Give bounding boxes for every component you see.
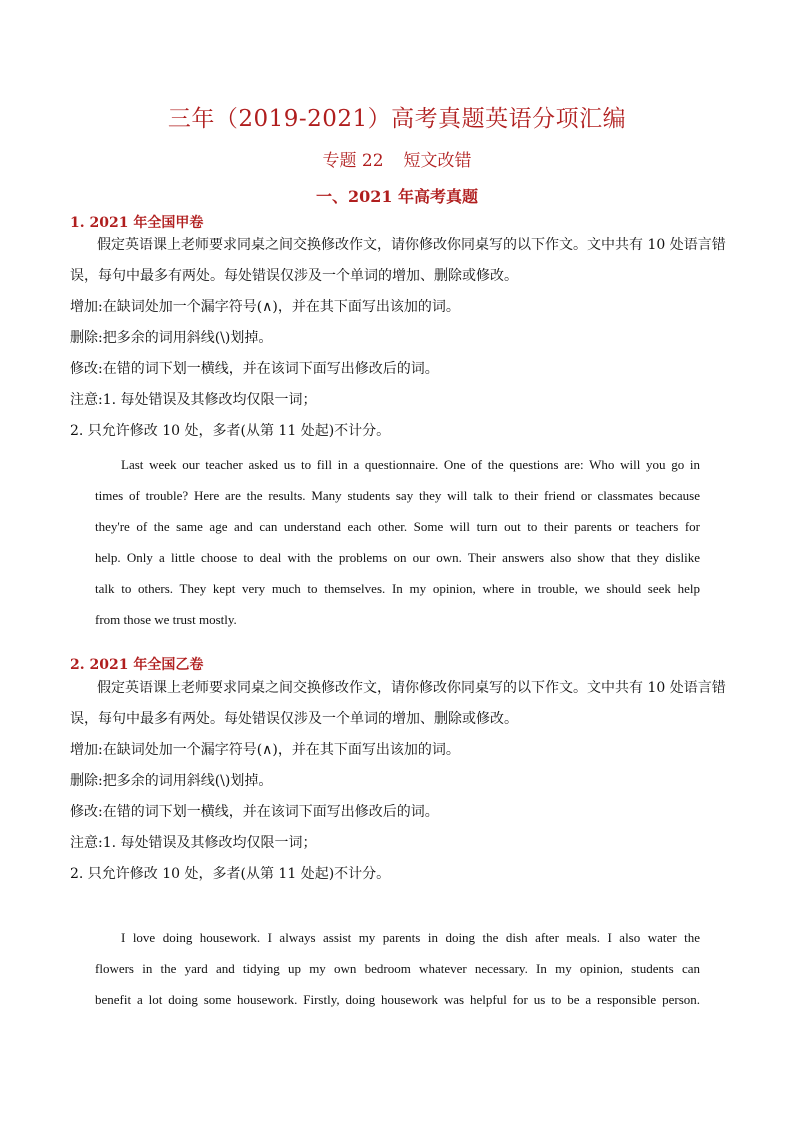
question-2-note-1: 注意:1. 每处错误及其修改均仅限一词； <box>70 835 317 851</box>
topic-heading <box>0 146 794 171</box>
document-title: 三年（2019-2021）高考真题英语分项汇编 <box>167 106 627 132</box>
question-1-title: 1. 2021 年全国甲卷 <box>70 215 204 231</box>
question-1-passage-line: help. Only a little choose to deal with the problems on our own. Their answers also show that they dislike <box>95 550 700 565</box>
question-1-passage-line: talk to others. They kept very much to themselves. In my opinion, where in trouble, we should seek help <box>95 581 700 596</box>
question-1-add-rule: 增加:在缺词处加一个漏字符号(∧)，并在其下面写出该加的词。 <box>70 299 460 315</box>
question-1-note-2: 2. 只允许修改 10 处，多者(从第 11 处起)不计分。 <box>70 423 391 439</box>
question-1-note-1: 注意:1. 每处错误及其修改均仅限一词； <box>70 392 317 408</box>
section-heading: 一、2021 年高考真题 <box>315 187 479 206</box>
question-1-passage-line: from those we trust mostly. <box>95 612 237 627</box>
question-2-modify-rule: 修改:在错的词下划一横线，并在该词下面写出修改后的词。 <box>70 804 439 820</box>
question-2-instruction-line2: 误，每句中最多有两处。每处错误仅涉及一个单词的增加、删除或修改。 <box>70 711 518 727</box>
question-2-note-2: 2. 只允许修改 10 处，多者(从第 11 处起)不计分。 <box>70 866 391 882</box>
question-2-add-rule: 增加:在缺词处加一个漏字符号(∧)，并在其下面写出该加的词。 <box>70 742 460 758</box>
question-1-passage-line: they're of the same age and can understand each other. Some will turn out to their parents or teachers for <box>95 519 700 534</box>
question-1-delete-rule: 删除:把多余的词用斜线(\)划掉。 <box>70 330 273 346</box>
question-2-title: 2. 2021 年全国乙卷 <box>70 657 204 673</box>
question-1-passage-line: Last week our teacher asked us to fill in a questionnaire. One of the questions are: Who will you go in <box>121 457 700 472</box>
topic-number: 专题 22 <box>322 151 384 171</box>
question-2-passage-line: I love doing housework. I always assist my parents in doing the dish after meals. I also water the <box>121 930 700 945</box>
question-2-delete-rule: 删除:把多余的词用斜线(\)划掉。 <box>70 773 273 789</box>
question-2-passage-line: benefit a lot doing some housework. Firstly, doing housework was helpful for us to be a responsible person. <box>95 992 700 1007</box>
question-1-instruction-line1: 假定英语课上老师要求同桌之间交换修改作文，请你修改你同桌写的以下作文。文中共有 10 处语言错 <box>97 237 726 253</box>
question-1-passage-line: times of trouble? Here are the results. Many students say they will talk to their friend or classmates because <box>95 488 700 503</box>
question-1-instruction-line2: 误，每句中最多有两处。每处错误仅涉及一个单词的增加、删除或修改。 <box>70 268 518 284</box>
question-1-modify-rule: 修改:在错的词下划一横线，并在该词下面写出修改后的词。 <box>70 361 439 377</box>
question-2-instruction-line1: 假定英语课上老师要求同桌之间交换修改作文，请你修改你同桌写的以下作文。文中共有 10 处语言错 <box>97 680 726 696</box>
topic-name: 短文改错 <box>403 151 472 171</box>
question-2-passage-line: flowers in the yard and tidying up my own bedroom whatever necessary. In my opinion, students can <box>95 961 700 976</box>
